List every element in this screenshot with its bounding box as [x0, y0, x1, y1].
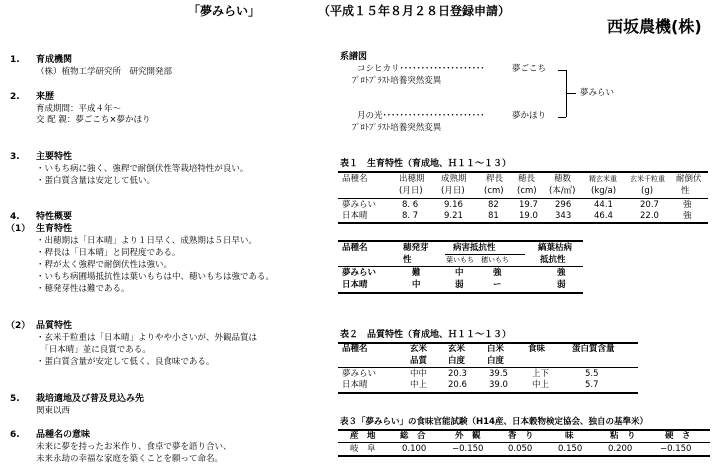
pedigree-title: 系譜図 — [340, 52, 368, 62]
table3-header: 味 — [565, 431, 574, 441]
table1-header: 穂長 — [518, 174, 536, 184]
section-4-quality-line: 「日本晴」並に良質である。 — [36, 345, 151, 355]
section-4-line: ・いもち病圃場抵抗性は葉いもちは中、穂いもちは強である。 — [36, 272, 275, 282]
table2-cell: 中上 — [532, 380, 550, 390]
table-b-subheader-rule — [445, 254, 525, 255]
section-2-line: 育成期間：平成４年～ — [36, 104, 122, 114]
table-b-cell: 弱 — [455, 280, 464, 290]
section-6-line: 未来永劫の幸福な家庭を築くことを願って命名。 — [36, 454, 224, 464]
section-5-title: 栽培適地及び普及見込み先 — [36, 394, 145, 404]
table1-header: 稈長 — [486, 174, 504, 184]
table-b-cell: 強 — [493, 268, 502, 278]
section-2-title: 来歴 — [36, 92, 55, 102]
section-3-title: 主要特性 — [36, 152, 73, 162]
pedigree-result-1: 夢ごこち — [512, 64, 547, 74]
section-2-number: 2. — [10, 92, 20, 102]
table3-header: 総 合 — [400, 431, 426, 441]
table3-header: 香 り — [508, 431, 534, 441]
section-1-number: 1. — [10, 55, 20, 65]
table3-caption: 表３「夢みらい」の食味官能試験（H14産、日本穀物検定協会、独自の基準米） — [340, 417, 648, 427]
table3-cell: 0.200 — [608, 444, 633, 454]
table-b-header-rule — [338, 266, 583, 267]
table1-cell: 343 — [555, 211, 572, 221]
table3-cell: −0.150 — [660, 444, 692, 454]
table3-header: 産 地 — [350, 431, 376, 441]
table2-header: 玄米 — [448, 344, 466, 354]
table2-cell: 日本晴 — [342, 380, 368, 390]
table-b-cell: 中 — [455, 268, 464, 278]
table1-cell: 82 — [488, 200, 499, 210]
table2-cell: 20.6 — [448, 380, 467, 390]
table2-cell: 上下 — [532, 369, 550, 379]
table1-header: 穂数 — [554, 174, 572, 184]
subsection-1-number: （1） — [6, 224, 31, 234]
table1-header: 耐倒伏 — [676, 174, 702, 184]
table1-header: 精玄米重 — [589, 175, 617, 183]
table1-caption: 表１ 生育特性（育成地、Ｈ１１～１３） — [340, 159, 512, 169]
section-2-line: 交 配 親：夢ごこち×夢かほり — [36, 115, 151, 125]
table1-cell: 8. 6 — [402, 200, 419, 210]
table-b-header: 縞葉枯病 — [538, 243, 573, 253]
table1-cell: 8. 7 — [402, 211, 419, 221]
table3-bottom-rule — [338, 455, 710, 457]
table2-cell: 39.0 — [489, 380, 508, 390]
table2-header: 品種名 — [342, 344, 368, 354]
subsection-1-title: 生育特性 — [36, 224, 73, 234]
pedigree-connector — [558, 117, 566, 118]
table2-cell: 中上 — [410, 380, 428, 390]
table2-cell: 39.5 — [489, 369, 508, 379]
table1-cell: 20.7 — [640, 200, 659, 210]
table2-header: 白米 — [487, 344, 505, 354]
section-6-number: 6. — [10, 430, 20, 440]
section-1-title: 育成機関 — [36, 55, 73, 65]
pedigree-parent-2: 月の光････････････････････････ — [357, 111, 485, 121]
table1-header-rule — [338, 198, 708, 199]
table-b-header: 抵抗性 — [540, 255, 566, 265]
table-b-header: 病害抵抗性 — [453, 243, 496, 253]
table-b-header: 穂発芽 — [403, 243, 429, 253]
pedigree-mutation-2: ﾌﾟﾛﾄﾌﾟﾗｽﾄ培養突然変異 — [352, 123, 442, 133]
table2-cell: 5.7 — [585, 380, 599, 390]
section-4-line: ・穂発芽性は難である。 — [36, 284, 130, 294]
variety-title: 「夢みらい」 — [188, 4, 261, 18]
table1-cell: 22.0 — [640, 211, 659, 221]
table3-header-rule — [338, 442, 710, 443]
table1-unit: (月日) — [441, 186, 465, 196]
table1-cell: 夢みらい — [342, 200, 377, 210]
table1-header: 成熟期 — [441, 174, 467, 184]
table1-top-rule — [338, 171, 708, 173]
table1-cell: 46.4 — [594, 211, 613, 221]
subsection-2-title: 品質特性 — [36, 321, 73, 331]
registration-note: （平成１５年８月２８日登録申請） — [318, 4, 511, 18]
pedigree-result-2: 夢かほり — [512, 111, 547, 121]
table1-unit: (本/㎡) — [549, 186, 576, 196]
table-b-header: 性 — [403, 255, 412, 265]
table1-header: 出穂期 — [399, 174, 425, 184]
table1-unit: (月日) — [399, 186, 423, 196]
table3-cell: 岐 阜 — [350, 444, 376, 454]
table1-unit: (cm) — [517, 186, 537, 196]
section-4-quality-line: ・蛋白質含量が安定して低く、良食味である。 — [36, 357, 215, 367]
section-5-number: 5. — [10, 394, 20, 404]
section-4-title: 特性概要 — [36, 212, 73, 222]
table1-header: 品種名 — [342, 174, 368, 184]
pedigree-connector — [566, 93, 576, 94]
table-b-cell: 中 — [412, 280, 421, 290]
table1-bottom-rule — [338, 222, 708, 224]
table2-cell: 5.5 — [585, 369, 599, 379]
table3-cell: 0.100 — [402, 444, 427, 454]
table3-header: 硬 さ — [665, 431, 691, 441]
table1-unit: (g) — [641, 186, 654, 196]
table2-header: 品質 — [410, 356, 428, 366]
table2-cell: 20.3 — [448, 369, 467, 379]
table3-cell: 0.150 — [558, 444, 583, 454]
table2-header: 白度 — [487, 356, 505, 366]
table2-header: 玄米 — [410, 344, 428, 354]
pedigree-connector — [558, 70, 566, 71]
section-4-line: ・稈長は「日本晴」と同程度である。 — [36, 248, 181, 258]
table1-cell: 9.16 — [444, 200, 463, 210]
table3-cell: −0.150 — [452, 444, 484, 454]
table2-header: 蛋白質含量 — [572, 344, 615, 354]
pedigree-mutation-1: ﾌﾟﾛﾄﾌﾟﾗｽﾄ培養突然変異 — [352, 76, 442, 86]
section-4-quality-line: ・玄米千粒重は「日本晴」よりやや小さいが、外観品質は — [36, 333, 258, 343]
table1-cell: 81 — [488, 211, 499, 221]
section-4-line: ・稈が太く強稈で耐倒伏性は強い。 — [36, 260, 173, 270]
table3-header: 粘 り — [610, 431, 636, 441]
table2-bottom-rule — [338, 392, 638, 394]
table1-unit: (cm) — [484, 186, 504, 196]
pedigree-offspring: 夢みらい — [580, 88, 615, 98]
table-b-cell: 難 — [412, 268, 421, 278]
section-3-line: ・いもち病に強く、強稈で耐倒伏性等栽培特性が良い。 — [36, 164, 249, 174]
section-6-line: 未来に夢を持ったお米作り、食卓で夢を語り合い、 — [36, 442, 232, 452]
table1-cell: 44.1 — [594, 200, 613, 210]
section-3-line: ・蛋白質含量は安定して低い。 — [36, 176, 156, 186]
table2-header: 白度 — [448, 356, 466, 366]
table2-cell: 中中 — [410, 369, 428, 379]
table-b-header: 品種名 — [342, 243, 368, 253]
table2-header: 食味 — [528, 344, 546, 354]
table-b-cell: ー — [493, 280, 502, 290]
pedigree-parent-1: コシヒカリ････････････････････ — [357, 64, 485, 74]
section-3-number: 3. — [10, 152, 20, 162]
table1-header: 玄米千粒重 — [630, 175, 665, 183]
table-b-bottom-rule — [338, 292, 583, 294]
table1-cell: 日本晴 — [342, 211, 368, 221]
section-4-line: ・出穂期は「日本晴」より１日早く、成熟期は５日早い。 — [36, 236, 257, 246]
table-b-cell: 日本晴 — [342, 280, 368, 290]
table-b-top-rule — [338, 240, 583, 242]
section-1-line: （株）植物工学研究所 研究開発部 — [36, 67, 173, 77]
table2-cell: 夢みらい — [342, 369, 377, 379]
table1-cell: 19.7 — [519, 200, 538, 210]
table2-caption: 表２ 品質特性（育成地、Ｈ１１～１３） — [340, 330, 512, 340]
table-b-cell: 強 — [557, 268, 566, 278]
table3-cell: 0.050 — [508, 444, 533, 454]
section-5-line: 関東以西 — [36, 406, 71, 416]
table1-cell: 強 — [683, 200, 692, 210]
company-name: 西坂農機(株) — [607, 17, 702, 36]
table1-unit: (kg/a) — [591, 186, 617, 196]
section-4-number: 4. — [10, 212, 20, 222]
table1-unit: 性 — [681, 186, 690, 196]
table1-cell: 19.0 — [519, 211, 538, 221]
table2-header-rule — [338, 367, 638, 368]
table1-cell: 強 — [683, 211, 692, 221]
table1-cell: 296 — [555, 200, 572, 210]
table-b-cell: 夢みらい — [342, 268, 377, 278]
table-b-header: 葉いもち 穂いもち — [446, 256, 509, 264]
table1-cell: 9.21 — [444, 211, 463, 221]
table3-header: 外 観 — [455, 431, 481, 441]
subsection-2-number: （2） — [6, 321, 31, 331]
table-b-cell: 弱 — [557, 280, 566, 290]
section-6-title: 品種名の意味 — [36, 430, 91, 440]
